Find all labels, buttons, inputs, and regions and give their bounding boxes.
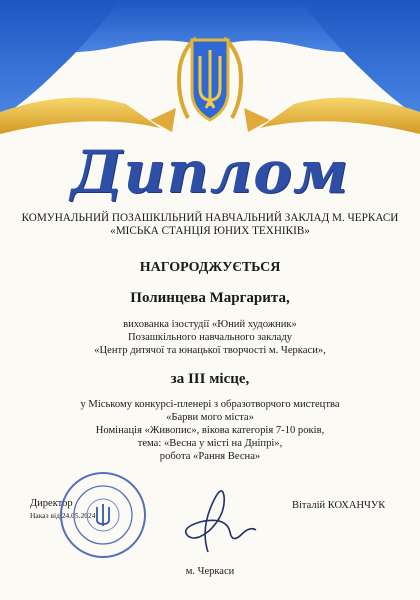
right-gold-tassel xyxy=(244,108,270,132)
recipient-name: Полинцева Маргарита, xyxy=(130,290,290,306)
contest-description xyxy=(20,398,400,463)
left-gold-tassel xyxy=(150,108,176,132)
description-line: «Центр дитячої та юнацької творчості м. Черкаси», xyxy=(94,345,326,356)
director-name: Віталій КОХАНЧУК xyxy=(292,500,386,511)
recipient-description xyxy=(20,318,400,357)
left-gold-sash xyxy=(0,98,160,134)
director-signature xyxy=(170,478,260,556)
contest-line: Номінація «Живопис», вікова категорія 7-10 років, xyxy=(95,425,325,436)
contest-line: робота «Рання Весна» xyxy=(159,451,261,462)
description-line: Позашкільного навчального закладу xyxy=(127,332,293,343)
institution-line: КОМУНАЛЬНИЙ ПОЗАШКІЛЬНИЙ НАВЧАЛЬНИЙ ЗАКЛАД М. ЧЕРКАСИ xyxy=(21,212,399,224)
diploma-title: Диплом xyxy=(70,138,350,206)
awarded-label: НАГОРОДЖУЄТЬСЯ xyxy=(139,260,281,275)
institution-name xyxy=(20,212,400,238)
award-place: за III місце, xyxy=(170,371,250,387)
header-drapery-emblem xyxy=(0,0,420,150)
contest-line: тема: «Весна у місті на Дніпрі», xyxy=(137,438,283,449)
institution-line: «МІСЬКА СТАНЦІЯ ЮНИХ ТЕХНІКІВ» xyxy=(110,225,310,237)
description-line: вихованка ізостудії «Юний художник» xyxy=(123,319,297,330)
contest-line: «Барви мого міста» xyxy=(166,412,254,423)
trident-coat-of-arms-icon xyxy=(179,38,241,120)
signature-stroke xyxy=(186,491,256,552)
contest-line: у Міському конкурсі-пленері з образотворчого мистецтва xyxy=(80,399,340,410)
trident-icon xyxy=(97,504,109,526)
order-reference: Наказ від 24.05.2024 xyxy=(30,511,96,520)
city-name: м. Черкаси xyxy=(185,566,235,577)
director-label: Директор xyxy=(30,498,73,509)
right-gold-sash xyxy=(260,98,420,134)
official-stamp xyxy=(58,470,148,560)
